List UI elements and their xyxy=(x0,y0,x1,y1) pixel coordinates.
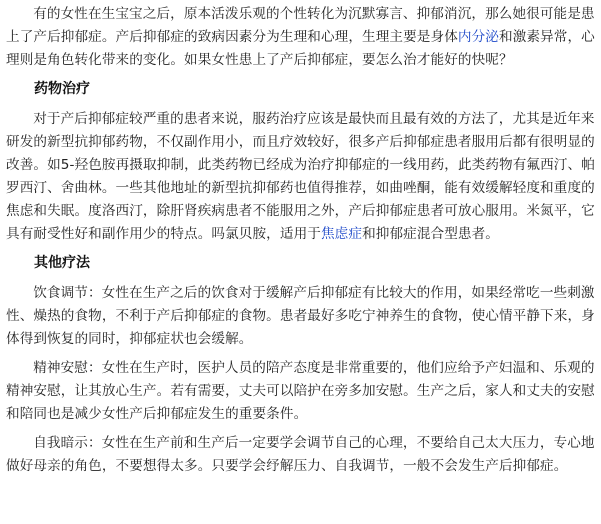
intro-paragraph xyxy=(6,3,595,72)
drug-text-2: 和抑郁症混合型患者。 xyxy=(362,226,499,242)
self-suggestion-paragraph: 自我暗示：女性在生产前和生产后一定要学会调节自己的心理，不要给自己太大压力，专心地做好母亲的角色，不要想得太多。只要学会纾解压力、自我调节，一般不会发生产后抑郁症。 xyxy=(6,435,595,474)
endocrine-link[interactable]: 内分泌 xyxy=(457,29,499,45)
other-therapy-heading: 其他疗法 xyxy=(34,255,90,271)
comfort-paragraph: 精神安慰：女性在生产时，医护人员的陪产态度是非常重要的，他们应给予产妇温和、乐观的精神安慰，让其放心生产。若有需要，丈夫可以陪护在旁多加安慰。生产之后，家人和丈夫的安慰和陪同也是减少女性产后抑郁症发生的重要条件。 xyxy=(6,360,595,422)
drug-text-1: 对于产后抑郁症较严重的患者来说，服药治疗应该是最快而且最有效的方法了，尤其是近年来研发的新型抗抑郁药物，不仅副作用小，而且疗效较好，很多产后抑郁症患者服用后都有很明显的改善。如5-羟色胺再摄取抑制，此类药物已经成为治疗抑郁症的一线用药，此类药物有氟西汀、帕罗西汀、舍曲林。一些其他地址的新型抗抑郁药也值得推荐，如曲唑酮，能有效缓解轻度和重度的焦虑和失眠。度洛西汀，除肝肾疾病患者不能服用之外，产后抑郁症患者可放心服用。米氮平，它具有耐受性好和副作用少的特点。吗氯贝胺，适用于 xyxy=(6,111,595,242)
diet-paragraph: 饮食调节：女性在生产之后的饮食对于缓解产后抑郁症有比较大的作用，如果经常吃一些刺激性、燥热的食物，不利于产后抑郁症的食物。患者最好多吃宁神养生的食物，使心情平静下来，身体得到恢复的同时，抑郁症状也会缓解。 xyxy=(6,285,595,347)
drug-therapy-heading: 药物治疗 xyxy=(34,81,90,97)
intro-text-1: 有的女性在生宝宝之后，原本活泼乐观的个性转化为沉默寡言、抑郁消沉，那么她很可能是患上了产后抑郁症。产后抑郁症的致病因素分为生理和心理，生理主要是身体 xyxy=(6,6,595,45)
drug-therapy-paragraph xyxy=(6,108,595,246)
intro-text-2: 和激素异常，心理则是角色转化带来的变化。如果女性患上了产后抑郁症，要怎么治才能好的快呢？ xyxy=(6,29,595,68)
anxiety-link[interactable]: 焦虑症 xyxy=(320,226,363,242)
